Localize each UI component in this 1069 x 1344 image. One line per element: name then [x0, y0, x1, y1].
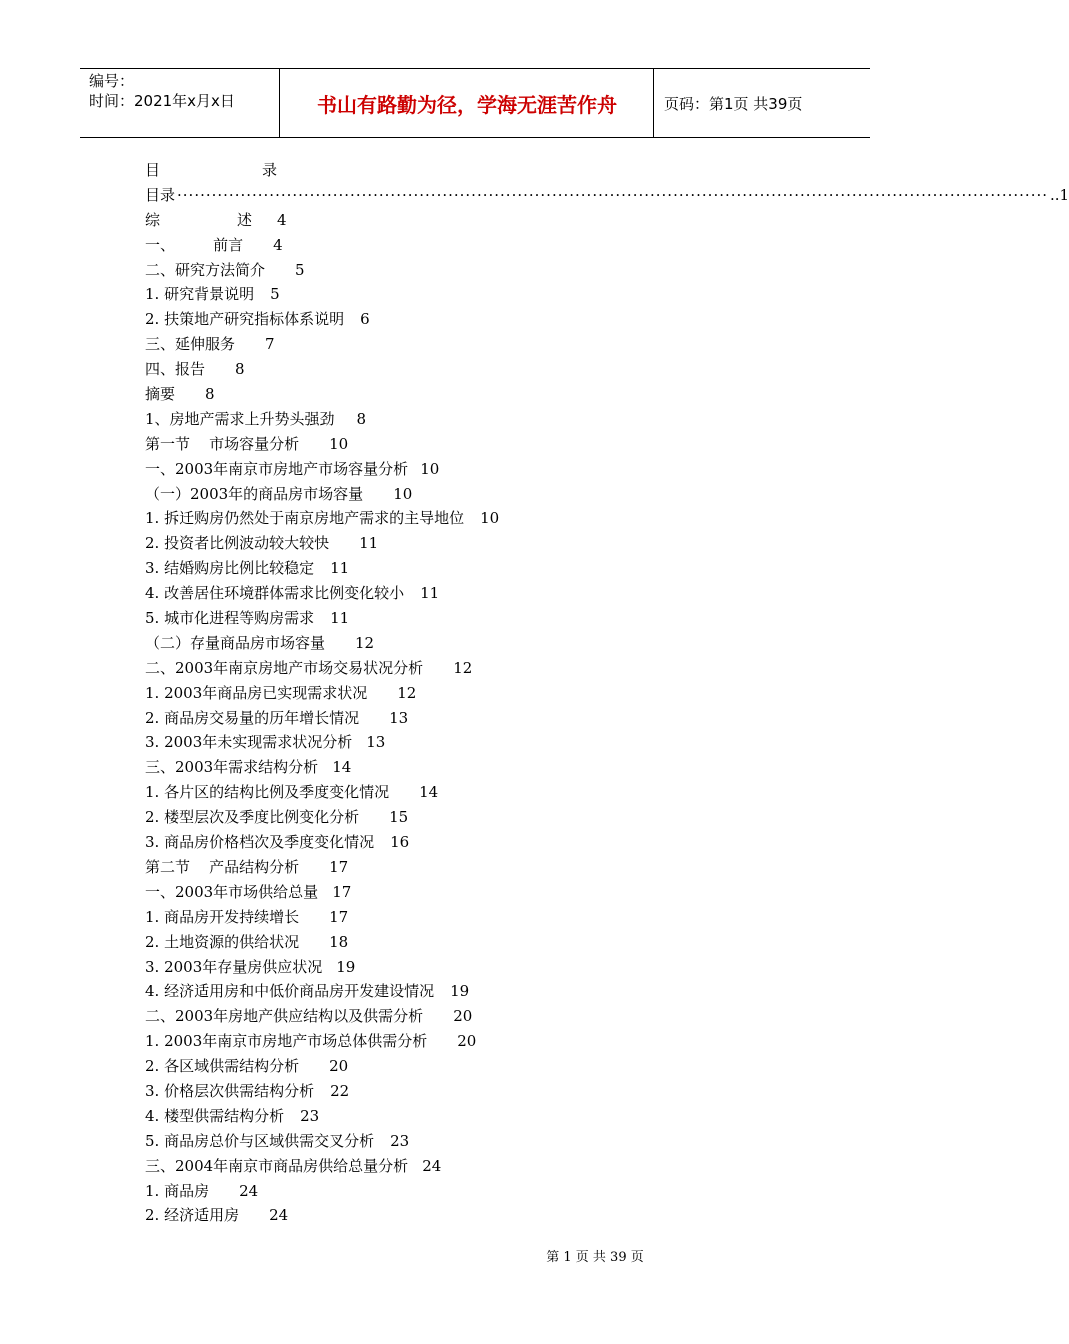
toc-entry[interactable]: [145, 780, 815, 805]
toc-entry[interactable]: [145, 581, 815, 606]
toc-entry-title: 一、2003年南京市房地产市场容量分析: [145, 459, 409, 478]
toc-entry-page: 7: [265, 335, 275, 354]
toc-entry[interactable]: [145, 1203, 815, 1228]
toc-entry-title: 1. 研究背景说明: [145, 285, 255, 304]
toc-entry-page: 4: [277, 210, 287, 229]
toc-entry-page: 11: [330, 609, 350, 628]
toc-entry[interactable]: [145, 457, 815, 482]
toc-entry[interactable]: [145, 531, 815, 556]
toc-entry-title: 3. 结婚购房比例比较稳定: [145, 559, 315, 578]
toc-entry-title: 2. 各区域供需结构分析: [145, 1057, 300, 1076]
toc-entry-title: 第一节 市场容量分析: [145, 434, 300, 453]
toc-entry-title: （一）2003年的商品房市场容量: [145, 484, 364, 503]
toc-entry-page: 20: [453, 1007, 473, 1026]
toc-entry[interactable]: [145, 905, 815, 930]
toc-entry-page: 12: [355, 633, 375, 652]
header-page-info: 页码：第1页 共39页: [664, 94, 803, 113]
toc-entry-title: 1. 商品房开发持续增长: [145, 907, 300, 926]
toc-entry-page: 5: [270, 285, 280, 304]
toc-entry-page: 20: [457, 1032, 477, 1051]
toc-entry-title: 3. 商品房价格档次及季度变化情况: [145, 833, 375, 852]
toc-entry-page: 6: [360, 310, 370, 329]
toc-entry[interactable]: [145, 656, 815, 681]
toc-entry-page: 13: [366, 733, 386, 752]
toc-entry[interactable]: [145, 258, 815, 283]
toc-entry[interactable]: [145, 1004, 815, 1029]
toc-entry[interactable]: [145, 282, 815, 307]
toc-entry[interactable]: [145, 482, 815, 507]
time-label: 时间：2021年x月x日: [89, 92, 235, 110]
toc-entry[interactable]: [145, 706, 815, 731]
header-motto: 书山有路勤为径，学海无涯苦作舟: [281, 69, 654, 137]
toc-entry-list: [145, 233, 815, 1229]
toc-entry-first[interactable]: [145, 183, 1069, 208]
toc-entry-page: 11: [359, 534, 379, 553]
header-table: [80, 68, 870, 138]
toc-entry-page: 16: [390, 833, 410, 852]
toc-entry-title: 5. 商品房总价与区域供需交叉分析: [145, 1131, 375, 1150]
toc-heading: [145, 158, 815, 183]
toc-entry-title: 二、2003年房地产供应结构以及供需分析: [145, 1007, 424, 1026]
toc-entry[interactable]: [145, 755, 815, 780]
toc-entry-page: 8: [235, 360, 245, 379]
toc-entry-title: 一、2003年市场供给总量: [145, 882, 319, 901]
toc-entry[interactable]: [145, 332, 815, 357]
toc-entry-zongshu[interactable]: [145, 208, 815, 233]
toc-entry[interactable]: [145, 930, 815, 955]
toc-zongshu-a: 综: [145, 210, 161, 229]
toc-heading-left: 目: [145, 161, 161, 179]
toc-entry-title: 1. 商品房: [145, 1181, 210, 1200]
toc-entry-title: 2. 楼型层次及季度比例变化分析: [145, 808, 360, 827]
toc-entry[interactable]: [145, 855, 815, 880]
toc-entry-title: 4. 经济适用房和中低价商品房开发建设情况: [145, 982, 435, 1001]
toc-entry-page: 8: [205, 385, 215, 404]
toc-entry-page: 22: [330, 1081, 350, 1100]
toc-entry[interactable]: [145, 730, 815, 755]
toc-entry-page: 17: [329, 857, 349, 876]
toc-entry-page: 10: [420, 459, 440, 478]
toc-entry-title: 3. 价格层次供需结构分析: [145, 1081, 315, 1100]
header-meta-cell: [80, 69, 280, 137]
toc-entry[interactable]: [145, 307, 815, 332]
toc-entry-page: 15: [389, 808, 409, 827]
toc-entry-page: 10: [393, 484, 413, 503]
toc-entry-page: 23: [300, 1106, 320, 1125]
toc-entry-title: 3. 2003年未实现需求状况分析: [145, 733, 353, 752]
toc-entry-title: 4. 楼型供需结构分析: [145, 1106, 285, 1125]
toc-entry[interactable]: [145, 830, 815, 855]
toc-entry[interactable]: [145, 681, 815, 706]
toc-entry-title: 二、研究方法简介: [145, 260, 266, 279]
toc-entry-page: 23: [390, 1131, 410, 1150]
toc-entry-page: 10: [480, 509, 500, 528]
table-of-contents: [145, 158, 1069, 1228]
toc-entry-page: 24: [269, 1206, 289, 1225]
toc-entry-page: 5: [295, 260, 305, 279]
toc-zongshu-b: 述: [237, 210, 253, 229]
toc-leader-dots: ·······················································································································································: [177, 185, 1048, 204]
toc-entry-title: 2. 经济适用房: [145, 1206, 240, 1225]
toc-entry-title: 1. 各片区的结构比例及季度变化情况: [145, 783, 390, 802]
toc-entry-title: 2. 商品房交易量的历年增长情况: [145, 708, 360, 727]
toc-entry[interactable]: [145, 1029, 815, 1054]
toc-entry-page: 17: [332, 882, 352, 901]
toc-entry-title: 三、延伸服务: [145, 335, 236, 354]
toc-entry[interactable]: [145, 1104, 815, 1129]
toc-entry-page: 14: [419, 783, 439, 802]
toc-entry-title: 1. 2003年商品房已实现需求状况: [145, 683, 368, 702]
page-footer: 第 1 页 共 39 页: [546, 1250, 644, 1265]
toc-entry-page: 13: [389, 708, 409, 727]
toc-entry[interactable]: [145, 1129, 815, 1154]
toc-entry-title: 三、2003年需求结构分析: [145, 758, 319, 777]
toc-entry[interactable]: [145, 1079, 815, 1104]
toc-entry-page: 12: [453, 658, 473, 677]
toc-entry-page: 12: [397, 683, 417, 702]
toc-entry-page: 24: [239, 1181, 259, 1200]
toc-entry[interactable]: [145, 805, 815, 830]
toc-entry-page: 19: [450, 982, 470, 1001]
toc-entry[interactable]: [145, 979, 815, 1004]
toc-entry-page: 18: [329, 932, 349, 951]
toc-entry-title: 4. 改善居住环境群体需求比例变化较小: [145, 584, 405, 603]
toc-heading-right: 录: [262, 161, 278, 179]
toc-entry[interactable]: [145, 432, 815, 457]
toc-entry-title: 3. 2003年存量房供应状况: [145, 957, 323, 976]
toc-entry-page: 20: [329, 1057, 349, 1076]
toc-entry-title: 一、 前言: [145, 235, 244, 254]
toc-entry-title: 1、房地产需求上升势头强劲: [145, 409, 335, 428]
toc-entry[interactable]: [145, 407, 815, 432]
toc-entry-page: 24: [422, 1156, 442, 1175]
toc-entry[interactable]: [145, 880, 815, 905]
toc-entry-title: 目录: [145, 185, 176, 204]
toc-entry-page: 11: [420, 584, 440, 603]
toc-entry[interactable]: [145, 955, 815, 980]
toc-entry-title: 二、2003年南京房地产市场交易状况分析: [145, 658, 424, 677]
toc-entry[interactable]: [145, 1154, 815, 1179]
toc-entry-title: （二）存量商品房市场容量: [145, 633, 326, 652]
toc-entry[interactable]: [145, 506, 815, 531]
toc-entry-page: 14: [332, 758, 352, 777]
toc-entry[interactable]: [145, 233, 815, 258]
toc-entry[interactable]: [145, 631, 815, 656]
toc-entry-title: 1. 2003年南京市房地产市场总体供需分析: [145, 1032, 428, 1051]
toc-entry-title: 三、2004年南京市商品房供给总量分析: [145, 1156, 409, 1175]
toc-entry[interactable]: [145, 1179, 815, 1204]
toc-entry-title: 5. 城市化进程等购房需求: [145, 609, 315, 628]
toc-entry-page: 11: [330, 559, 350, 578]
toc-entry[interactable]: [145, 556, 815, 581]
toc-entry-title: 2. 扶策地产研究指标体系说明: [145, 310, 345, 329]
toc-entry-title: 摘要: [145, 385, 176, 404]
toc-entry[interactable]: [145, 1054, 815, 1079]
toc-entry-title: 2. 投资者比例波动较大较快: [145, 534, 330, 553]
toc-entry-page: 4: [273, 235, 283, 254]
toc-entry[interactable]: [145, 382, 815, 407]
toc-entry-title: 1. 拆迁购房仍然处于南京房地产需求的主导地位: [145, 509, 465, 528]
toc-entry-title: 2. 土地资源的供给状况: [145, 932, 300, 951]
toc-entry-title: 第二节 产品结构分析: [145, 857, 300, 876]
toc-entry-page: 19: [336, 957, 356, 976]
toc-entry-page: ..1: [1050, 185, 1069, 204]
toc-entry[interactable]: [145, 606, 815, 631]
toc-entry-title: 四、报告: [145, 360, 206, 379]
toc-entry-page: 17: [329, 907, 349, 926]
number-label: 编号：: [89, 72, 135, 90]
toc-entry[interactable]: [145, 357, 815, 382]
toc-entry-page: 10: [329, 434, 349, 453]
toc-entry-page: 8: [356, 409, 367, 428]
